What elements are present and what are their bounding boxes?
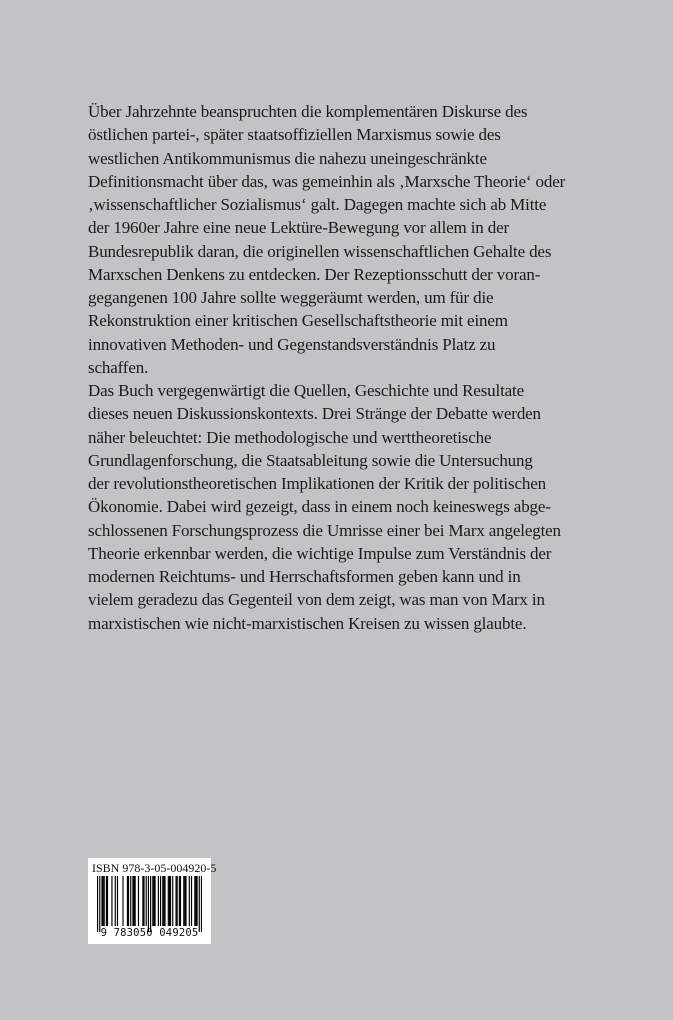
barcode-bar [194,876,195,926]
barcode-bar [152,876,153,926]
barcode-bar [164,876,165,926]
barcode-bar [175,876,176,926]
barcode-bar [132,876,133,926]
barcode-bar [117,876,118,926]
blurb-line: dieses neuen Diskussionskontexts. Drei Stränge der Debatte werden [88,404,541,424]
barcode-bar [138,876,139,926]
blurb-line: vielem geradezu das Gegenteil von dem zeigt, was man von Marx in [88,590,545,610]
blurb-line: Bundesrepublik daran, die originellen wissenschaftlichen Gehalte des [88,241,552,261]
barcode-bar [183,876,184,926]
barcode-bar [154,876,155,926]
barcode-bar [148,876,149,932]
isbn-label: ISBN 978-3-05-004920-5 [92,861,217,875]
ean-digits: 9 783050 049205 [100,927,199,939]
barcode-bar [143,876,144,926]
blurb-line: östlichen partei-, später staatsoffiziellen Marxismus sowie des [88,125,501,145]
barcode-bar [127,876,128,926]
blurb-line: näher beleuchtet: Die methodologische und werttheoretische [88,427,492,447]
barcode-bar [180,876,181,926]
blurb-line: der revolutionstheoretischen Implikationen der Kritik der politischen [88,474,546,493]
blurb-line: Grundlagenforschung, die Staatsableitung sowie die Untersuchung [88,450,533,470]
barcode-bar [185,876,186,926]
barcode-bar [168,876,169,926]
barcode-bar [142,876,143,926]
barcode-bar [106,876,107,926]
blurb-line: Ökonomie. Dabei wird gezeigt, dass in einem noch keineswegs abge- [88,497,551,517]
barcode-bar [128,876,129,926]
barcode-bar [172,876,173,926]
blurb-line: innovativen Methoden- und Gegenstandsverständnis Platz zu [88,334,496,354]
barcode-bar [196,876,197,926]
barcode-bar [104,876,105,926]
barcode-bar [177,876,178,926]
barcode-bar [97,876,98,932]
blurb-line: westlichen Antikommunismus die nahezu uneingeschränkte [88,148,487,168]
barcode-bar [179,876,180,926]
blurb-line: gegangenen 100 Jahre sollte weggeräumt werden, um für die [88,288,494,307]
blurb-line: ‚wissenschaftlicher Sozialismus‘ galt. Dagegen machte sich ab Mitte [88,195,547,214]
barcode-bar [199,876,200,932]
blurb-line: der 1960er Jahre eine neue Lektüre-Bewegung vor allem in der [88,218,510,238]
barcode-bars [97,876,202,932]
barcode-bar [122,876,123,926]
isbn-barcode [88,858,217,944]
back-cover-blurb [88,100,566,635]
barcode-bar [160,876,161,926]
barcode-bar [189,876,190,926]
barcode-bar [153,876,154,926]
blurb-line: schlossenen Forschungsprozess die Umrisse einer bei Marx angelegten [88,520,561,540]
barcode-bar [130,876,131,926]
blurb-line: Über Jahrzehnte beanspruchten die komplementären Diskurse des [88,102,528,121]
barcode-bar [146,876,147,926]
barcode-bar [163,876,164,926]
barcode-bar [135,876,136,926]
barcode-bar [111,876,112,926]
barcode-bar [115,876,116,926]
blurb-line: Das Buch vergegenwärtigt die Quellen, Geschichte und Resultate [88,381,525,400]
blurb-line: schaffen. [88,357,149,377]
barcode-bar [184,876,185,926]
barcode-bar [133,876,134,926]
barcode-bar [103,876,104,926]
blurb-line: modernen Reichtums- und Herrschaftsformen geben kann und in [88,567,521,586]
barcode-bar [99,876,100,932]
barcode-bar [201,876,202,932]
blurb-line: Theorie erkennbar werden, die wichtige Impulse zum Verständnis der [88,543,552,563]
barcode-bar [195,876,196,926]
barcode-bar [107,876,108,926]
blurb-line: Definitionsmacht über das, was gemeinhin als ‚Marxsche Theorie‘ oder [88,171,566,191]
barcode-bar [169,876,170,926]
barcode-bar [162,876,163,926]
blurb-line: Marxschen Denkens zu entdecken. Der Rezeptionsschutt der voran- [88,264,541,284]
blurb-line: Rekonstruktion einer kritischen Gesellschaftstheorie mit einem [88,311,508,331]
barcode-bar [158,876,159,926]
barcode-bar [191,876,192,926]
barcode-bar [101,876,102,926]
blurb-line: marxistischen wie nicht-marxistischen Kreisen zu wissen glaubte. [88,613,527,633]
barcode-bar [170,876,171,926]
barcode-bar [150,876,151,932]
